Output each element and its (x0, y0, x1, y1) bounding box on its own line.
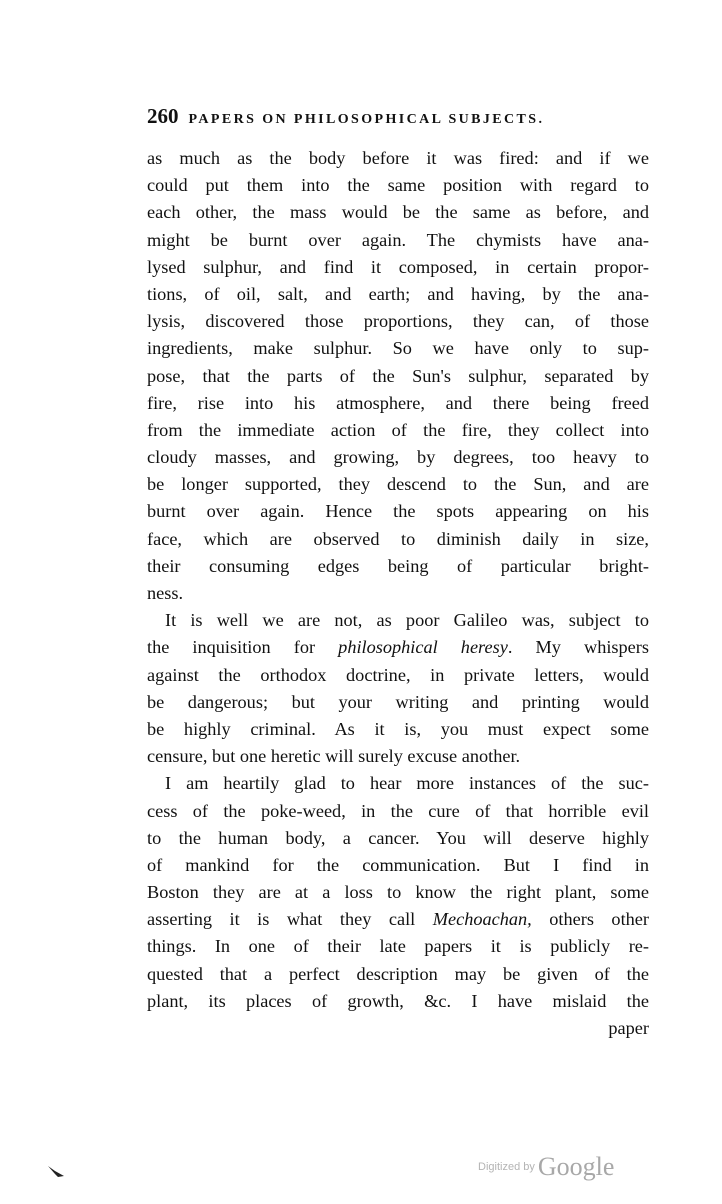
text-line: quested that a perfect description may be given of the (147, 963, 649, 984)
text-line: each other, the mass would be the same as before, and (147, 202, 649, 223)
text-line: censure, but one heretic will surely excuse another. (147, 746, 521, 767)
body-text (147, 145, 649, 1042)
running-title: PAPERS ON PHILOSOPHICAL SUBJECTS. (188, 112, 545, 127)
italic-phrase: philosophical heresy (338, 637, 508, 658)
text-line: be dangerous; but your writing and printing would (147, 691, 649, 712)
page-number: 260 (147, 104, 179, 128)
italic-phrase: Mechoachan, (432, 909, 532, 930)
text-line: I am heartily glad to hear more instances of the suc- (165, 773, 649, 794)
text-line: face, which are observed to diminish daily in size, (147, 528, 649, 549)
text-line: from the immediate action of the fire, they collect into (147, 419, 649, 440)
text-line: ingredients, make sulphur. So we have only to sup- (147, 338, 649, 359)
text-run: others other (531, 909, 649, 930)
text-line: It is well we are not, as poor Galileo was, subject to (165, 610, 649, 631)
text-line: their consuming edges being of particular bright- (147, 555, 649, 576)
watermark-prefix: Digitized by (478, 1161, 535, 1173)
text-line: pose, that the parts of the Sun's sulphur, separated by (147, 365, 649, 386)
text-line: fire, rise into his atmosphere, and there being freed (147, 392, 649, 413)
text-line: cess of the poke-weed, in the cure of that horrible evil (147, 800, 649, 821)
text-line: against the orthodox doctrine, in private letters, would (147, 664, 649, 685)
catchword: paper (608, 1018, 649, 1038)
text-line (147, 634, 649, 661)
google-logo: Google (537, 1152, 615, 1181)
text-line (147, 906, 649, 933)
text-run: . My whispers (507, 637, 650, 658)
text-line: burnt over again. Hence the spots appearing on his (147, 501, 649, 522)
text-line: tions, of oil, salt, and earth; and having, by the ana- (147, 283, 649, 304)
text-line: lysed sulphur, and find it composed, in certain propor- (147, 256, 649, 277)
text-line: as much as the body before it was fired: and if we (147, 148, 649, 168)
text-line: to the human body, a cancer. You will deserve highly (147, 827, 649, 848)
text-line: might be burnt over again. The chymists have ana- (147, 229, 649, 250)
text-line: cloudy masses, and growing, by degrees, too heavy to (147, 447, 649, 468)
text-line: plant, its places of growth, &c. I have mislaid the (147, 990, 649, 1011)
corner-mark-icon (47, 1165, 65, 1179)
digitized-watermark (478, 1152, 614, 1182)
running-head (147, 104, 647, 130)
text-line: be highly criminal. As it is, you must expect some (147, 718, 649, 739)
text-line: could put them into the same position with regard to (147, 175, 649, 196)
text-line: lysis, discovered those proportions, they can, of those (147, 311, 649, 332)
text-line: of mankind for the communication. But I find in (147, 854, 649, 875)
text-line: Boston they are at a loss to know the right plant, some (147, 882, 649, 903)
text-line: ness. (147, 583, 184, 603)
text-run: asserting it is what they call (147, 909, 433, 930)
text-line: things. In one of their late papers it is publicly re- (147, 936, 649, 957)
text-run: the inquisition for (147, 637, 339, 658)
text-line: be longer supported, they descend to the Sun, and are (147, 474, 649, 495)
